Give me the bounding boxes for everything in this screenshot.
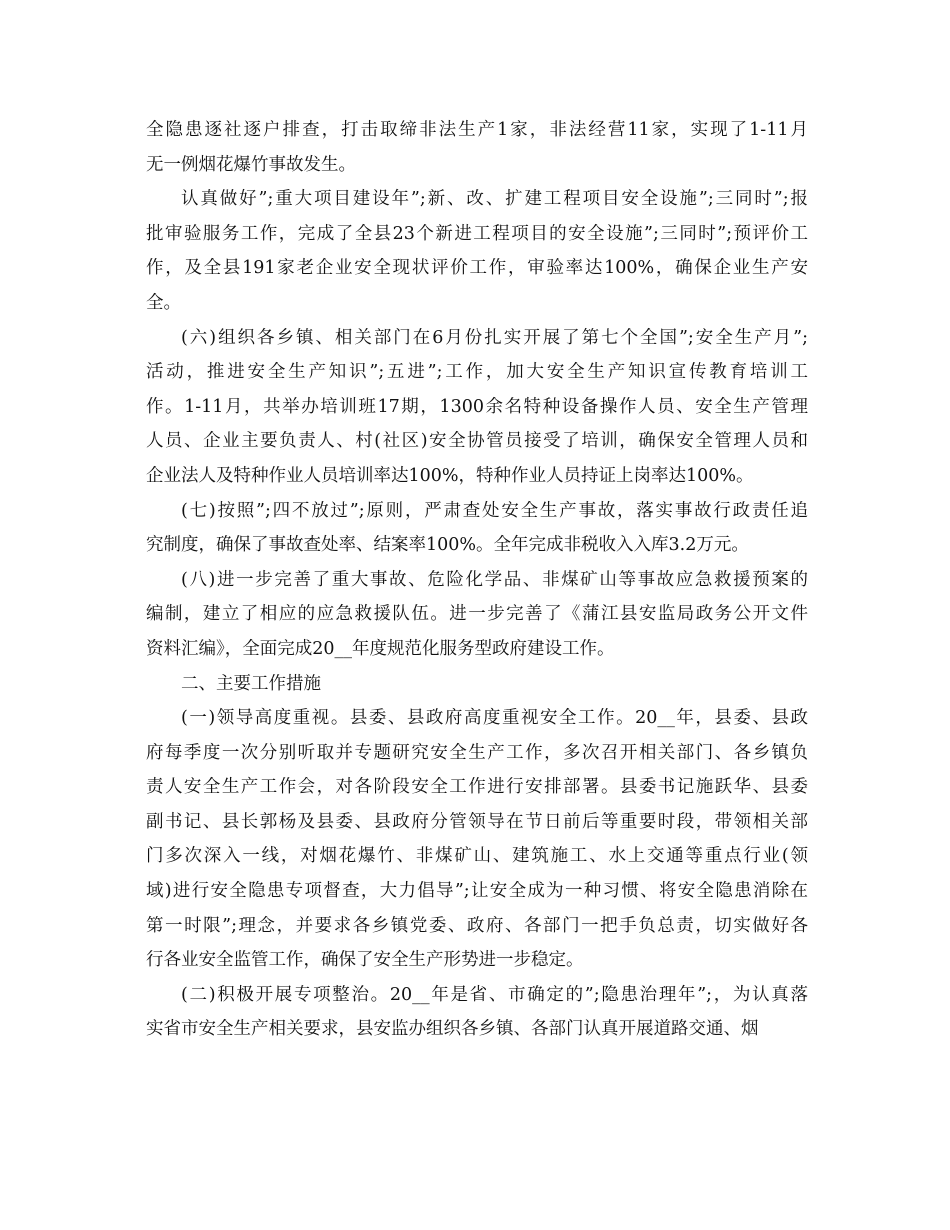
text-line: 编制，建立了相应的应急救援队伍。进一步完善了《蒲江县安监局政务公开文件 [146, 604, 808, 625]
text-line: 作。1-11月，共举办培训班17期，1300余名特种设备操作人员、安全生产管理 [146, 396, 808, 417]
paragraph [146, 978, 808, 1047]
text-line: 二、主要工作措施 [181, 673, 321, 694]
text-line: 资料汇编》，全面完成20__年度规范化服务型政府建设工作。 [146, 638, 615, 659]
text-line: (六)组织各乡镇、相关部门在6月份扎实开展了第七个全国”;安全生产月”; [181, 327, 808, 348]
text-line: 全隐患逐社逐户排查，打击取缔非法生产1家，非法经营11家，实现了1-11月 [146, 120, 808, 140]
paragraph [146, 321, 808, 494]
document-page [146, 113, 808, 1047]
paragraph [146, 563, 808, 667]
text-line: 无一例烟花爆竹事故发生。 [146, 154, 356, 175]
text-line: 批审验服务工作，完成了全县23个新进工程项目的安全设施”;三同时”;预评价工 [146, 223, 808, 244]
text-line: 行各业安全监管工作，确保了安全生产形势进一步稳定。 [146, 950, 584, 971]
text-line: 府每季度一次分别听取并专题研究安全生产工作，多次召开相关部门、各乡镇负 [146, 742, 808, 763]
paragraph [146, 667, 808, 702]
text-line: 企业法人及特种作业人员培训率达100%，特种作业人员持证上岗率达100%。 [146, 465, 754, 486]
text-line: 门多次深入一线，对烟花爆竹、非煤矿山、建筑施工、水上交通等重点行业(领 [146, 846, 808, 867]
text-line: 域)进行安全隐患专项督查，大力倡导”;让安全成为一种习惯、将安全隐患消除在 [146, 881, 808, 902]
paragraph [146, 113, 808, 182]
text-line: 作，及全县191家老企业安全现状评价工作，审验率达100%，确保企业生产安 [146, 258, 808, 279]
paragraph [146, 701, 808, 978]
paragraph [146, 182, 808, 320]
text-line: (一)领导高度重视。县委、县政府高度重视安全工作。20__年，县委、县政 [181, 708, 808, 729]
text-line: 实省市安全生产相关要求，县安监办组织各乡镇、各部门认真开展道路交通、烟 [146, 1019, 759, 1040]
text-line: 副书记、县长郭杨及县委、县政府分管领导在节日前后等重要时段，带领相关部 [146, 811, 808, 832]
text-line: 全。 [146, 292, 181, 313]
text-line: 认真做好”;重大项目建设年”;新、改、扩建工程项目安全设施”;三同时”;报 [181, 189, 808, 210]
text-line: (七)按照”;四不放过”;原则，严肃查处安全生产事故，落实事故行政责任追 [181, 500, 808, 521]
text-line: 责人安全生产工作会，对各阶段安全工作进行安排部署。县委书记施跃华、县委 [146, 777, 808, 798]
text-line: 活动，推进安全生产知识”;五进”;工作，加大安全生产知识宣传教育培训工 [146, 362, 808, 383]
paragraph [146, 494, 808, 563]
text-line: 第一时限”;理念，并要求各乡镇党委、政府、各部门一把手负总责，切实做好各 [146, 915, 808, 936]
text-line: (二)积极开展专项整治。20__年是省、市确定的”;隐患治理年”;，为认真落 [181, 984, 808, 1005]
text-line: (八)进一步完善了重大事故、危险化学品、非煤矿山等事故应急救援预案的 [181, 569, 808, 590]
text-line: 人员、企业主要负责人、村(社区)安全协管员接受了培训，确保安全管理人员和 [146, 431, 808, 452]
text-line: 究制度，确保了事故查处率、结案率100%。全年完成非税收入入库3.2万元。 [146, 535, 749, 556]
